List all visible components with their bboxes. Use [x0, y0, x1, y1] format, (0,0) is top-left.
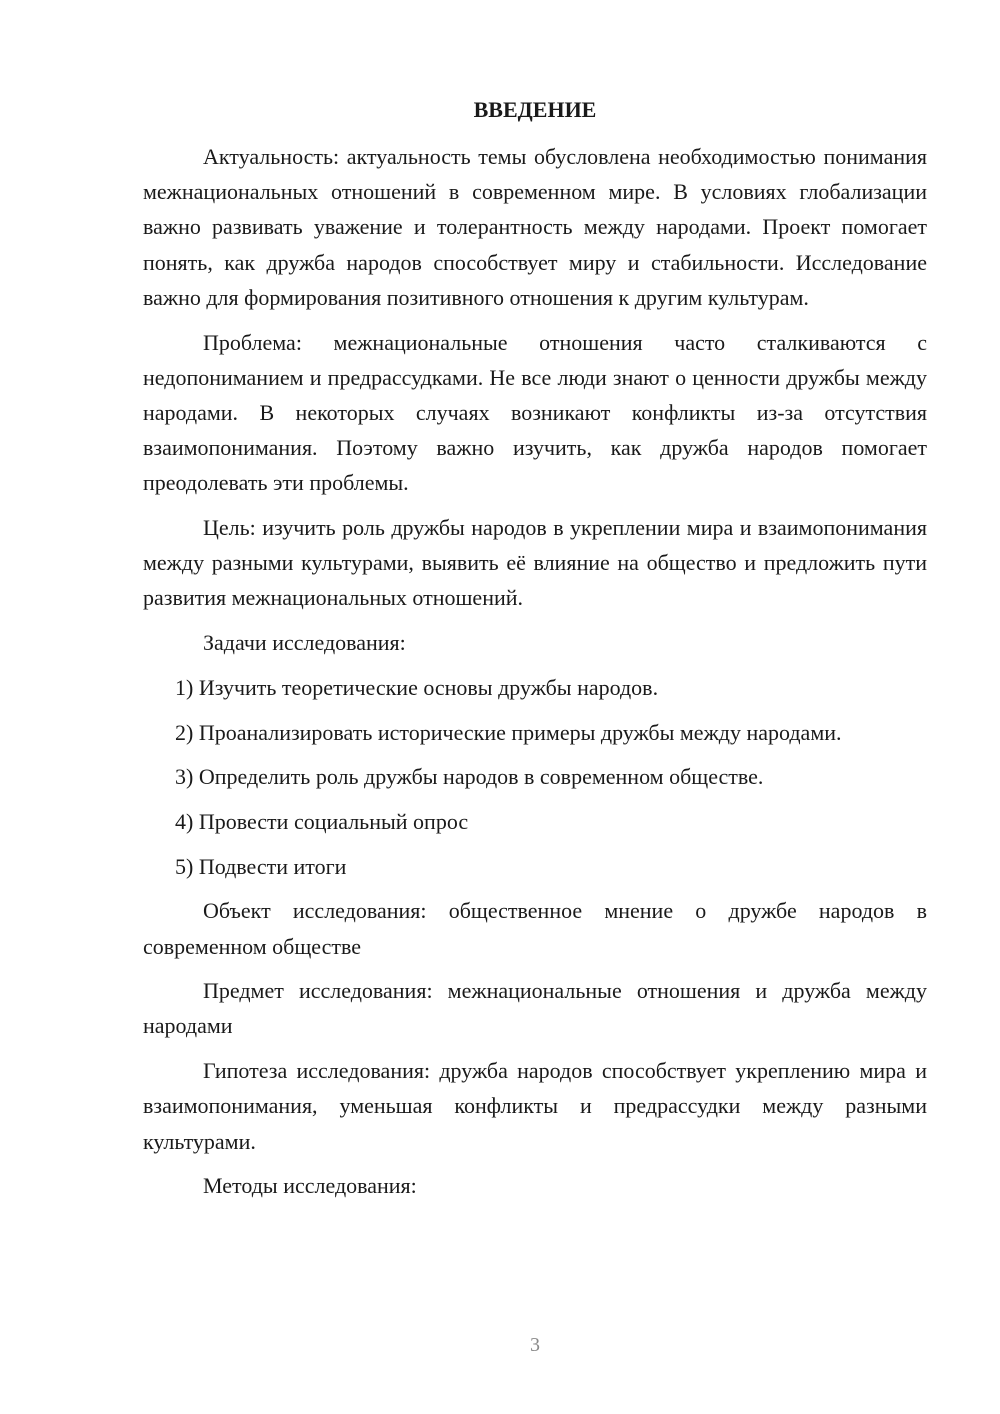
task-item: 3) Определить роль дружбы народов в современном обществе.: [175, 764, 764, 790]
relevance-paragraph: Актуальность: актуальность темы обусловлена необходимостью понимания межнациональных отношений в современном мире. В условиях глобализации важно развивать уважение и толерантность между народами. Проект помогает понять, как дружба народов способствует миру и стабильности. Исследование важно для формирования позитивного отношения к другим культурам.: [143, 144, 927, 310]
hypothesis-paragraph: Гипотеза исследования: дружба народов способствует укреплению мира и взаимопонимания, уменьшая конфликты и предрассудки между разными культурами.: [143, 1058, 927, 1154]
tasks-heading: Задачи исследования:: [203, 630, 406, 656]
task-item: 5) Подвести итоги: [175, 853, 347, 879]
problem-paragraph: Проблема: межнациональные отношения часто сталкиваются с недопониманием и предрассудками. Не все люди знают о ценности дружбы между народами. В некоторых случаях возникают конфликты из-за отсутствия взаимопонимания. Поэтому важно изучить, как дружба народов помогает преодолевать эти проблемы.: [143, 329, 927, 496]
subject-paragraph: Предмет исследования: межнациональные отношения и дружба между народами: [143, 978, 927, 1039]
page-number: 3: [530, 1334, 540, 1356]
object-paragraph: Объект исследования: общественное мнение о дружбе народов в современном обществе: [143, 898, 927, 959]
document-body: [143, 92, 927, 1213]
goal-paragraph: Цель: изучить роль дружбы народов в укреплении мира и взаимопонимания между разными культурами, выявить её влияние на общество и предложить пути развития межнациональных отношений.: [143, 515, 927, 611]
methods-heading: Методы исследования:: [203, 1173, 417, 1199]
task-item: 4) Провести социальный опрос: [175, 808, 469, 834]
task-item: 2) Проанализировать исторические примеры дружбы между народами.: [175, 719, 842, 745]
page-title: ВВЕДЕНИЕ: [473, 97, 597, 122]
task-item: 1) Изучить теоретические основы дружбы народов.: [175, 674, 659, 700]
